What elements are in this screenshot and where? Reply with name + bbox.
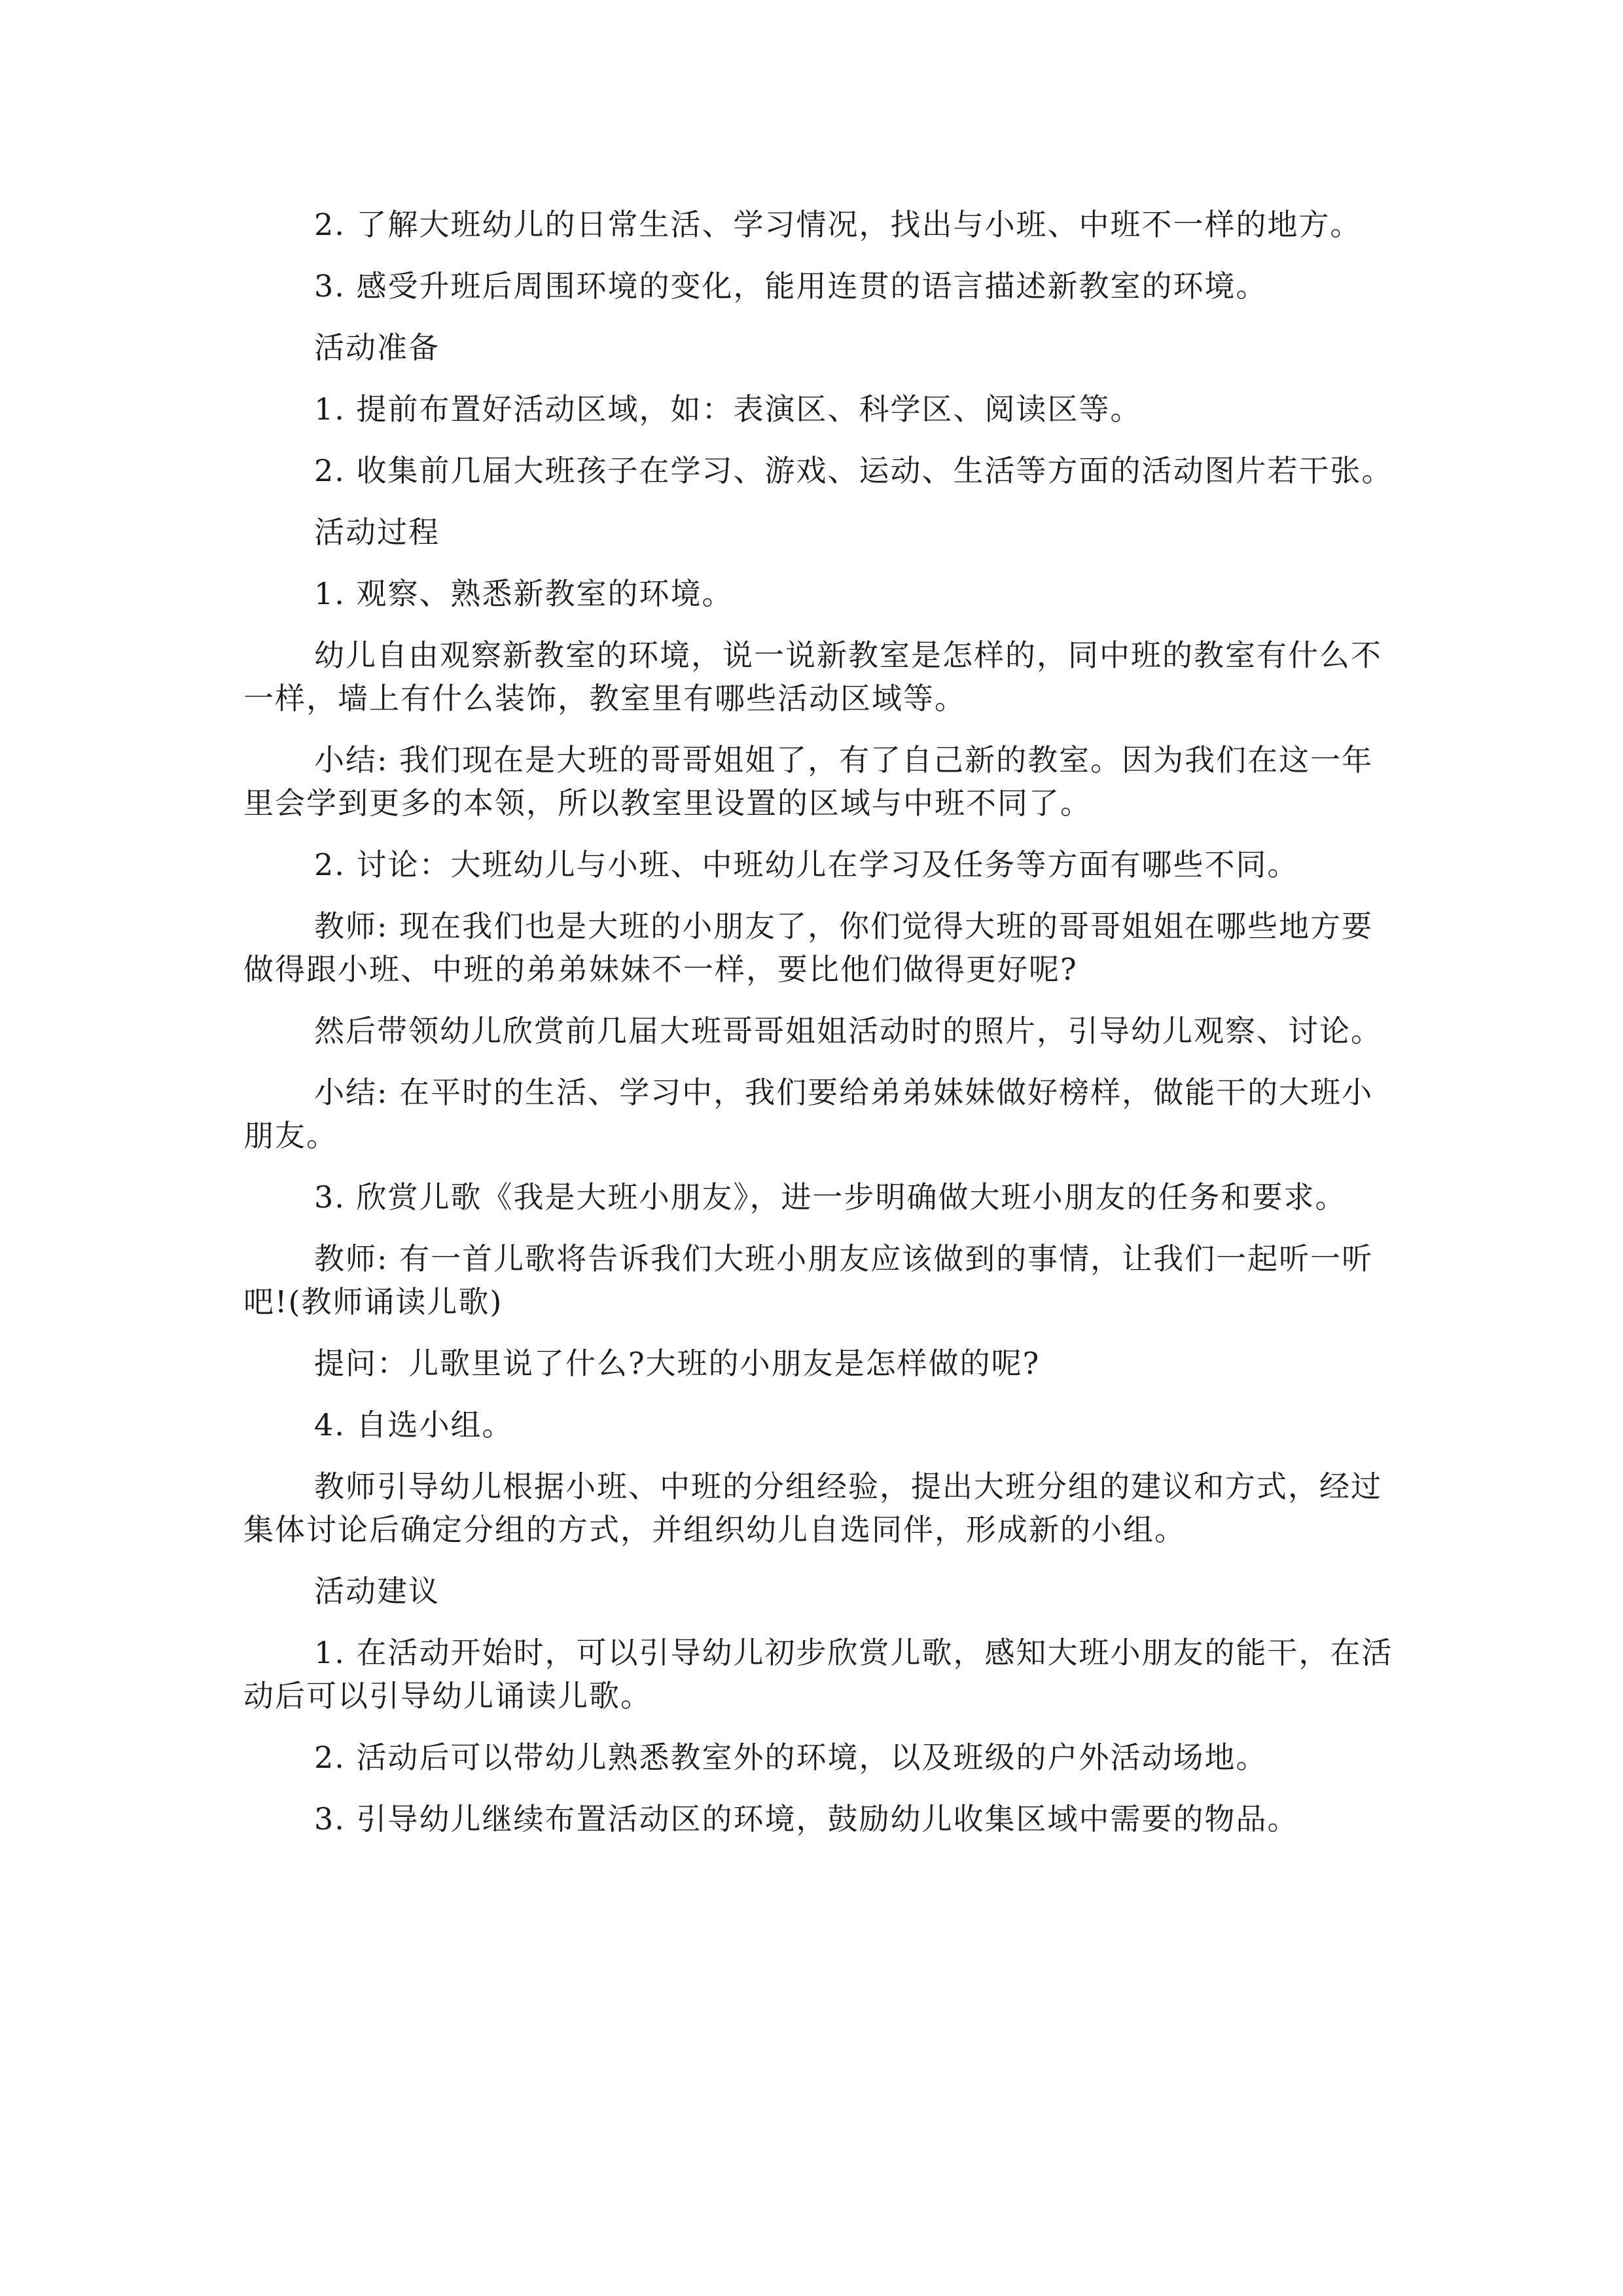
paragraph: 1. 提前布置好活动区域，如：表演区、科学区、阅读区等。 (314, 391, 1142, 427)
paragraph: 然后带领幼儿欣赏前几届大班哥哥姐姐活动时的照片，引导幼儿观察、讨论。 (314, 1013, 1382, 1049)
paragraph: 4. 自选小组。 (314, 1407, 514, 1443)
paragraph: 2. 收集前几届大班孩子在学习、游戏、运动、生活等方面的活动图片若干张。 (314, 453, 1393, 488)
document-body (243, 203, 1395, 1859)
paragraph: 教师: 有一首儿歌将告诉我们大班小朋友应该做到的事情，让我们一起听一听吧!(教师诵读儿歌) (243, 1241, 1374, 1319)
paragraph: 小结: 在平时的生活、学习中，我们要给弟弟妹妹做好榜样，做能干的大班小朋友。 (243, 1075, 1374, 1153)
paragraph: 小结: 我们现在是大班的哥哥姐姐了，有了自己新的教室。因为我们在这一年里会学到更多的本领，所以教室里设置的区域与中班不同了。 (243, 742, 1374, 821)
paragraph: 3. 引导幼儿继续布置活动区的环境，鼓励幼儿收集区域中需要的物品。 (314, 1801, 1299, 1837)
paragraph: 3. 欣赏儿歌《我是大班小朋友》，进一步明确做大班小朋友的任务和要求。 (314, 1179, 1347, 1215)
paragraph: 提问：儿歌里说了什么?大班的小朋友是怎样做的呢? (314, 1346, 1041, 1381)
paragraph: 2. 了解大班幼儿的日常生活、学习情况，找出与小班、中班不一样的地方。 (314, 207, 1362, 242)
section-heading: 活动建议 (314, 1573, 440, 1609)
paragraph: 1. 在活动开始时，可以引导幼儿初步欣赏儿歌，感知大班小朋友的能干，在活动后可以引导幼儿诵读儿歌。 (243, 1635, 1393, 1713)
paragraph: 3. 感受升班后周围环境的变化，能用连贯的语言描述新教室的环境。 (314, 268, 1268, 304)
paragraph: 教师: 现在我们也是大班的小朋友了，你们觉得大班的哥哥姐姐在哪些地方要做得跟小班、中班的弟弟妹妹不一样，要比他们做得更好呢? (243, 908, 1374, 987)
section-heading: 活动准备 (314, 330, 440, 365)
section-heading: 活动过程 (314, 514, 440, 550)
paragraph: 1. 观察、熟悉新教室的环境。 (314, 576, 734, 611)
paragraph: 2. 活动后可以带幼儿熟悉教室外的环境，以及班级的户外活动场地。 (314, 1740, 1268, 1775)
paragraph: 幼儿自由观察新教室的环境，说一说新教室是怎样的，同中班的教室有什么不一样，墙上有什么装饰，教室里有哪些活动区域等。 (243, 637, 1382, 716)
paragraph: 教师引导幼儿根据小班、中班的分组经验，提出大班分组的建议和方式，经过集体讨论后确定分组的方式，并组织幼儿自选同伴，形成新的小组。 (243, 1469, 1382, 1547)
paragraph: 2. 讨论：大班幼儿与小班、中班幼儿在学习及任务等方面有哪些不同。 (314, 847, 1299, 882)
